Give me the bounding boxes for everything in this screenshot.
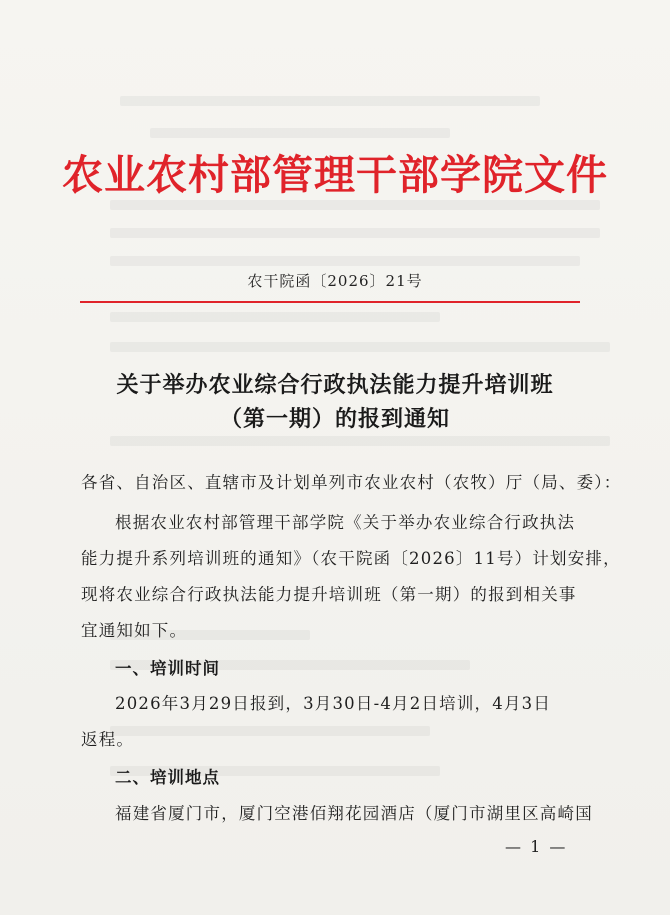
document-number: 农干院函〔2026〕21号 bbox=[247, 272, 423, 290]
intro-paragraph-line: 现将农业综合行政执法能力提升培训班（第一期）的报到相关事 bbox=[81, 585, 577, 604]
red-divider-line bbox=[80, 301, 580, 303]
notice-title-line-1: 关于举办农业综合行政执法能力提升培训班 bbox=[116, 372, 554, 398]
training-location-line: 福建省厦门市，厦门空港佰翔花园酒店（厦门市湖里区高崎国 bbox=[115, 804, 593, 823]
notice-title-line-2: （第一期）的报到通知 bbox=[219, 406, 450, 432]
training-time-line: 返程。 bbox=[81, 730, 135, 749]
section-heading-training-time: 一、培训时间 bbox=[115, 659, 220, 678]
page-number: — 1 — bbox=[505, 837, 568, 856]
intro-paragraph-line: 宜通知如下。 bbox=[81, 621, 188, 640]
bleed-through-mark bbox=[110, 256, 580, 266]
bleed-through-mark bbox=[110, 342, 610, 352]
section-heading-training-location: 二、培训地点 bbox=[115, 768, 220, 787]
bleed-through-mark bbox=[110, 200, 600, 210]
intro-paragraph-line: 能力提升系列培训班的通知》（农干院函〔2026〕11号）计划安排， bbox=[81, 549, 621, 568]
training-time-line: 2026年3月29日报到，3月30日-4月2日培训，4月3日 bbox=[115, 694, 552, 713]
bleed-through-mark bbox=[120, 96, 540, 106]
addressee-line: 各省、自治区、直辖市及计划单列市农业农村（农牧）厅（局、委）： bbox=[81, 473, 622, 492]
bleed-through-mark bbox=[110, 726, 430, 736]
bleed-through-mark bbox=[110, 436, 610, 446]
bleed-through-mark bbox=[110, 312, 440, 322]
intro-paragraph-line: 根据农业农村部管理干部学院《关于举办农业综合行政执法 bbox=[115, 513, 576, 532]
bleed-through-mark bbox=[110, 228, 600, 238]
bleed-through-mark bbox=[150, 128, 450, 138]
issuer-header-title: 农业农村部管理干部学院文件 bbox=[62, 151, 608, 199]
